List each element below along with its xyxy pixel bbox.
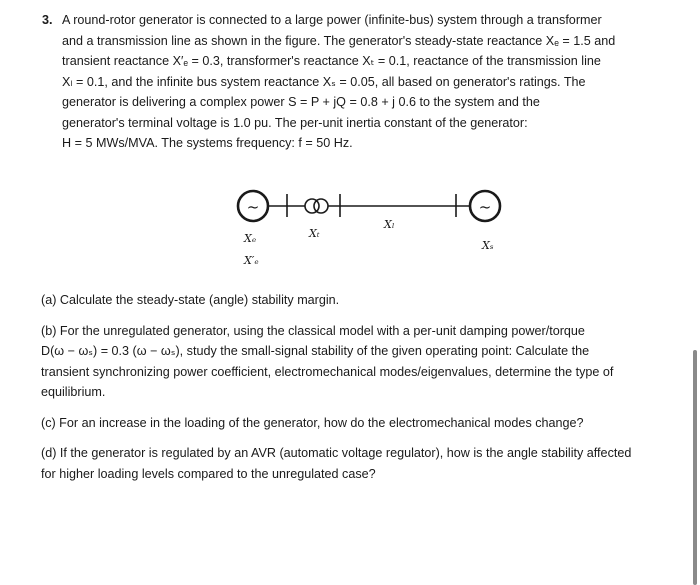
- label-xs: Xₛ: [482, 239, 494, 252]
- part-line: (b) For the unregulated generator, using the classical model with a per-unit damping power/torque: [41, 323, 585, 338]
- sub-questions: [41, 290, 666, 494]
- question-number: 3.: [42, 13, 53, 27]
- part-c: [41, 413, 666, 434]
- part-a: [41, 290, 666, 311]
- transformer-symbol: [305, 199, 328, 213]
- label-xl: Xₗ: [384, 218, 395, 231]
- intro-line: Xₗ = 0.1, and the infinite bus system reactance Xₛ = 0.05, all based on generator's ratings. The: [62, 74, 586, 89]
- label-xt: Xₜ: [309, 227, 320, 240]
- label-xd: Xₑ: [244, 232, 257, 245]
- scrollbar-thumb[interactable]: [693, 350, 697, 585]
- part-b: [41, 321, 666, 403]
- generator-symbol: [238, 191, 268, 221]
- infinite-bus-source-symbol: [470, 191, 500, 221]
- intro-line: A round-rotor generator is connected to a large power (infinite-bus) system through a transformer: [62, 13, 602, 27]
- part-line: transient synchronizing power coefficient, electromechanical modes/eigenvalues, determine the type of: [41, 364, 614, 379]
- part-line: for higher loading levels compared to the unregulated case?: [41, 466, 376, 481]
- part-line: equilibrium.: [41, 385, 106, 399]
- source-sine-glyph: ~: [478, 198, 492, 216]
- label-xd-prime: X′ₑ: [244, 254, 259, 267]
- intro-line: generator is delivering a complex power S = P + jQ = 0.8 + j 0.6 to the system and the: [62, 95, 540, 109]
- part-line: D(ω − ωₛ) = 0.3 (ω − ωₛ), study the small-signal stability of the given operating point: Calculate the: [41, 344, 590, 358]
- circuit-diagram: [0, 0, 700, 290]
- intro-line: transient reactance X′ₑ = 0.3, transformer's reactance Xₜ = 0.1, reactance of the transmission line: [62, 54, 601, 68]
- generator-sine-glyph: ~: [246, 198, 260, 216]
- part-line: (a) Calculate the steady-state (angle) stability margin.: [41, 293, 340, 307]
- part-line: (d) If the generator is regulated by an AVR (automatic voltage regulator), how is the angle stability affected: [41, 446, 632, 460]
- intro-line: and a transmission line as shown in the figure. The generator's steady-state reactance Xₑ = 1.5 and: [62, 33, 616, 48]
- part-d: [41, 443, 666, 484]
- intro-line: H = 5 MWs/MVA. The systems frequency: f = 50 Hz.: [62, 136, 353, 150]
- intro-line: generator's terminal voltage is 1.0 pu. The per-unit inertia constant of the generator:: [62, 115, 528, 130]
- part-line: (c) For an increase in the loading of the generator, how do the electromechanical modes change?: [41, 415, 584, 430]
